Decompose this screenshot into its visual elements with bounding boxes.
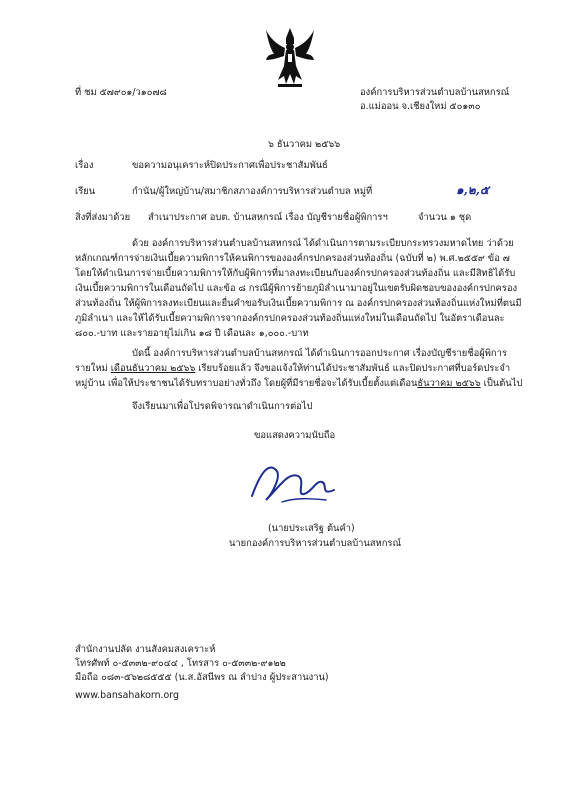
enclosure-text: สำเนาประกาศ อบต. บ้านสหกรณ์ เรื่อง บัญชีรายชื่อผู้พิการฯ [148,212,388,223]
document-number: ที่ ชม ๕๗๙๐๑/ว๑๐๗๘ [75,87,167,98]
paragraph-line: หลักเกณฑ์การจ่ายเงินเบี้ยความพิการให้คนพิการขององค์กรปกครองส่วนท้องถิ่น (ฉบับที่ ๒) พ.ศ.๒๕๕๙ ข้อ ๗ [75,253,510,264]
footer-office: สำนักงานปลัด งานสังคมสงเคราะห์ [75,644,216,655]
enclosure-count: จำนวน ๑ ชุด [418,212,472,223]
paragraph-line: ๘๐๐.-บาท และรายอายุไม่เกิน ๑๘ ปี เดือนละ ๑,๐๐๐.-บาท [75,328,309,339]
paragraph-line: ภูมิลำเนา และให้ได้รับเบี้ยความพิการจากองค์กรปกครองส่วนท้องถิ่นแห่งใหม่ในเดือนถัดไป ในอัตราเดือนละ [75,313,505,324]
paragraph-line: โดยให้ดำเนินการจ่ายเบี้ยความพิการให้กับผู้พิการที่มาลงทะเบียนกับองค์กรปกครองส่วนท้องถิ่น และมีสิทธิได้รับ [75,268,516,279]
paragraph-line [75,376,522,391]
underlined-month: ธันวาคม ๒๕๖๖ [417,378,481,389]
paragraph-line: เงินเบี้ยความพิการในเดือนถัดไป และข้อ ๘ กรณีผู้พิการย้ายภูมิลำเนามาอยู่ในเขตรับผิดชอบขององค์กรปกครอง [75,283,518,294]
to-label: เรียน [75,186,96,197]
signatory-name: (นายประเสริฐ ต้นคำ) [268,523,355,534]
signature-icon [246,452,342,510]
to-text: กำนัน/ผู้ใหญ่บ้าน/สมาชิกสภาองค์การบริหารส่วนตำบล หมู่ที่ [132,186,373,197]
document-date: ๖ ธันวาคม ๒๕๖๖ [268,139,341,150]
paragraph-line: ด้วย องค์การบริหารส่วนตำบลบ้านสหกรณ์ ได้ดำเนินการตามระเบียบกระทรวงมหาดไทย ว่าด้วย [132,238,514,249]
text-segment: เรียบร้อยแล้ว จึงขอแจ้งให้ท่านได้ประชาสัมพันธ์ และปิดประกาศที่บอร์ดประจำ [195,363,511,374]
organization-address: อ.แม่ออน จ.เชียงใหม่ ๕๐๑๓๐ [360,101,481,112]
to-village-numbers: ๑,๒,๕ [456,183,489,197]
text-segment: เป็นต้นไป [480,378,523,389]
paragraph-line: ส่วนท้องถิ่น ให้ผู้พิการลงทะเบียนและยื่นคำขอรับเงินเบี้ยความพิการ ณ องค์กรปกครองส่วนท้องถิ่นแห่งใหม่ที่ตนมี [75,298,522,309]
body-paragraph-2 [75,346,522,391]
footer-phone: โทรศัพท์ ๐-๕๓๓๒-๙๐๔๔ , โทรสาร ๐-๕๓๓๒-๙๑๒๒ [75,658,286,669]
organization-name: องค์การบริหารส่วนตำบลบ้านสหกรณ์ [360,87,510,98]
garuda-emblem-icon [264,26,316,88]
closing-phrase: ขอแสดงความนับถือ [254,430,336,441]
text-segment: รายใหม่ [75,363,111,374]
footer-mobile: มือถือ ๐๘๓-๕๖๒๘๕๕๕ (น.ส.อัสนีพร ณ ลำปาง ผู้ประสานงาน) [75,672,329,683]
subject-label: เรื่อง [75,160,94,171]
enclosure-label: สิ่งที่ส่งมาด้วย [75,212,131,223]
paragraph-line [75,361,522,376]
body-paragraph-3: จึงเรียนมาเพื่อโปรดพิจารณาดำเนินการต่อไป [132,401,313,412]
text-segment: หมู่บ้าน เพื่อให้ประชาชนได้รับทราบอย่างทั่วถึง โดยผู้ที่มีรายชื่อจะได้รับเบี้ยตั้งแต่เดือน [75,378,418,389]
footer-website[interactable]: www.bansahakorn.org [75,690,179,701]
body-paragraph-1 [75,236,522,341]
subject-text: ขอความอนุเคราะห์ปิดประกาศเพื่อประชาสัมพันธ์ [132,160,328,171]
signatory-position: นายกองค์การบริหารส่วนตำบลบ้านสหกรณ์ [229,538,402,549]
underlined-month: เดือนธันวาคม ๒๕๖๖ [110,363,196,374]
paragraph-line: บัดนี้ องค์การบริหารส่วนตำบลบ้านสหกรณ์ ได้ดำเนินการออกประกาศ เรื่องบัญชีรายชื่อผู้พิการ [132,348,507,359]
